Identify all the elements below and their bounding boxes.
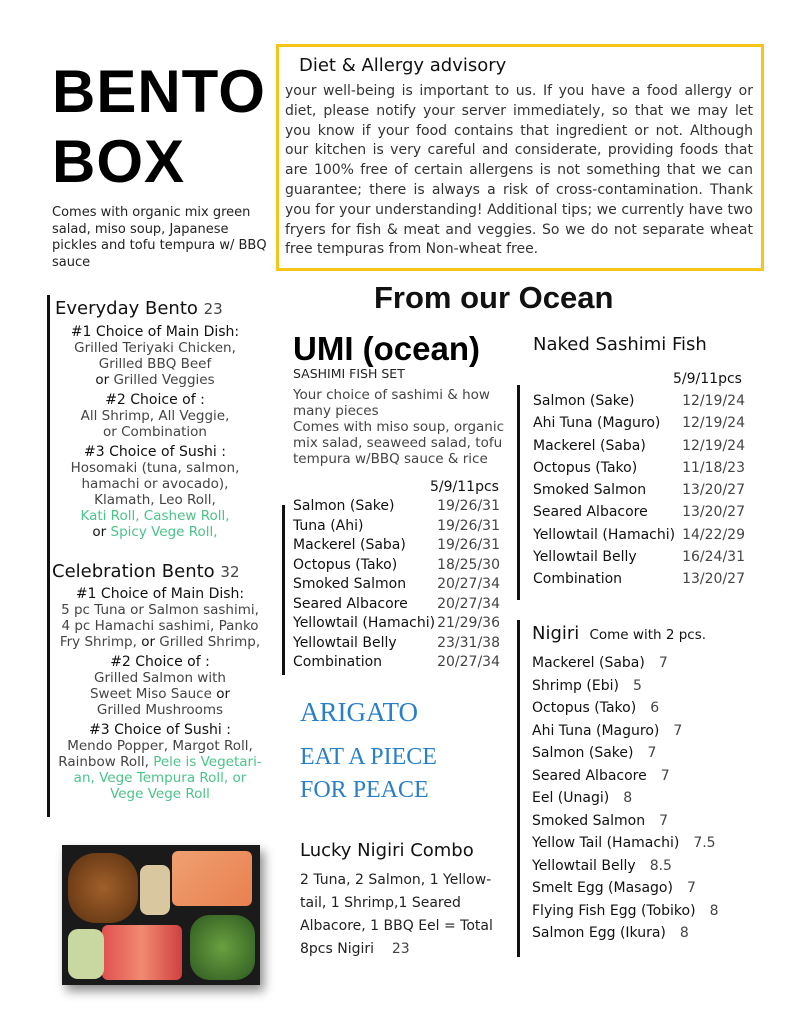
- menu-item-row: [532, 720, 762, 743]
- menu-item-price: 7: [673, 722, 683, 739]
- menu-item-price: 7: [659, 812, 669, 829]
- menu-item-price: 19/26/31: [437, 517, 500, 534]
- menu-item-price: 23/31/38: [437, 634, 500, 651]
- menu-item-price: 13/20/27: [682, 571, 745, 588]
- menu-item-row: [293, 517, 500, 537]
- menu-item-row: [532, 787, 762, 810]
- menu-item-name: Octopus (Tako): [532, 700, 637, 716]
- choice-text: 5 pc Tuna or Salmon sashimi,: [61, 602, 259, 618]
- celebration-bento-name: Celebration Bento: [52, 561, 215, 582]
- nigiri-title: [532, 623, 706, 644]
- everyday-bento-name: Everyday Bento: [55, 298, 198, 319]
- slogan-line: EAT A PIECE: [300, 744, 437, 770]
- nigiri-title-text: Nigiri: [532, 623, 580, 644]
- menu-item-row: [532, 877, 762, 900]
- choice-text: or Combination: [103, 424, 207, 440]
- menu-item-name: Mackerel (Saba): [533, 437, 646, 454]
- menu-item-price: 21/29/36: [437, 615, 500, 631]
- menu-item-price: 7: [660, 767, 670, 784]
- menu-item-price: 8: [623, 790, 633, 806]
- celebration-bento-title: [52, 561, 240, 582]
- menu-item-row: [533, 457, 745, 479]
- menu-item-name: Smoked Salmon: [293, 576, 407, 592]
- bento-photo: [62, 845, 260, 985]
- menu-item-name: Flying Fish Egg (Tobiko): [532, 902, 696, 919]
- menu-item-row: [533, 390, 745, 412]
- menu-item-name: Mackerel (Saba): [532, 655, 645, 671]
- menu-item-name: Octopus (Tako): [293, 556, 398, 573]
- celebration-bento-choices: [50, 582, 270, 802]
- or-text: or: [141, 634, 155, 650]
- vegetarian-choice-text: Vege Vege Roll: [110, 786, 210, 802]
- menu-item-row: [293, 536, 500, 556]
- menu-item-row: [533, 479, 745, 501]
- choice-heading: #2 Choice of :: [105, 392, 205, 408]
- menu-item-price: 5: [632, 677, 642, 694]
- choice-heading: #2 Choice of :: [110, 654, 210, 670]
- nigiri-price-list: [532, 652, 762, 945]
- menu-item-price: 16/24/31: [682, 549, 745, 566]
- menu-item-price: 13/20/27: [682, 482, 745, 499]
- menu-item-row: [532, 855, 762, 878]
- or-text: or: [95, 372, 110, 388]
- menu-item-name: Yellowtail Belly: [532, 857, 636, 874]
- menu-item-name: Salmon Egg (Ikura): [532, 925, 666, 941]
- menu-item-row: [293, 575, 500, 595]
- menu-item-row: [293, 614, 500, 634]
- bento-description: Comes with organic mix green salad, miso soup, Japanese pickles and tofu tempura w/ BBQ sauce: [52, 205, 267, 270]
- arigato-text: ARIGATO: [300, 697, 419, 727]
- menu-item-row: [533, 435, 745, 457]
- menu-item-name: Yellow Tail (Hamachi): [532, 835, 680, 851]
- everyday-bento-price: 23: [203, 300, 223, 318]
- menu-item-price: 8: [679, 925, 689, 941]
- menu-item-row: [533, 412, 745, 434]
- choice-heading: #3 Choice of Sushi :: [89, 722, 231, 738]
- menu-item-price: 13/20/27: [682, 504, 745, 521]
- menu-item-name: Combination: [533, 571, 623, 588]
- everyday-bento-title: [55, 298, 223, 319]
- divider-line: [282, 505, 285, 675]
- menu-item-price: 7.5: [693, 835, 716, 851]
- title-box: BOX: [52, 128, 186, 195]
- choice-text: Grilled Teriyaki Chicken,: [74, 340, 236, 356]
- everyday-bento-choices: [55, 320, 255, 540]
- umi-description-line: Your choice of sashimi & how many pieces: [293, 387, 490, 419]
- advisory-title: Diet & Allergy advisory: [299, 55, 507, 76]
- menu-item-price: 7: [686, 880, 696, 896]
- choice-text: Sweet Miso Sauce: [89, 686, 212, 702]
- lucky-nigiri-title: Lucky Nigiri Combo: [300, 840, 474, 861]
- menu-item-row: [533, 568, 745, 590]
- choice-heading: #1 Choice of Main Dish:: [70, 324, 240, 340]
- choice-text: Klamath, Leo Roll,: [94, 492, 216, 508]
- choice-heading: #3 Choice of Sushi :: [84, 444, 226, 460]
- menu-item-row: [533, 524, 745, 546]
- menu-item-row: [533, 546, 745, 568]
- menu-item-name: Smoked Salmon: [532, 812, 646, 829]
- choice-text: Fry Shrimp,: [59, 634, 137, 650]
- umi-title: UMI (ocean): [293, 330, 481, 367]
- menu-item-row: [532, 765, 762, 788]
- menu-item-price: 12/19/24: [682, 415, 745, 432]
- menu-item-row: [293, 634, 500, 654]
- menu-item-name: Ahi Tuna (Maguro): [533, 415, 661, 432]
- choice-text: Grilled Shrimp,: [159, 634, 261, 650]
- choice-text: 4 pc Hamachi sashimi, Panko: [61, 618, 259, 634]
- or-text: or: [216, 686, 231, 702]
- advisory-body: your well-being is important to us. If you have a food allergy or diet, please notify your server immediately, so that we may let you know if your food contains that ingredient or not. Although our kitchen is very careful and considerate, providing foods that are 100% free of certain allergens is not something that we can guarantee; there is always a risk of cross-contamination. Thank you for your understanding! Additional tips; we currently have two fryers for fish & meat and veggies. So we do not separate wheat free tempuras from Non-wheat free.: [285, 83, 753, 258]
- menu-item-name: Shrimp (Ebi): [532, 677, 619, 694]
- menu-item-name: Salmon (Sake): [533, 393, 635, 409]
- choice-text: Grilled BBQ Beef: [98, 356, 212, 372]
- menu-item-name: Smelt Egg (Masago): [532, 880, 673, 896]
- choice-text: Grilled Salmon with: [94, 670, 226, 686]
- umi-description: [293, 387, 511, 467]
- menu-item-price: 6: [650, 700, 660, 716]
- menu-item-price: 8.5: [649, 857, 672, 874]
- menu-item-price: 7: [647, 745, 657, 761]
- umi-price-list: [293, 497, 500, 673]
- menu-item-row: [532, 922, 762, 945]
- title-bento: BENTO: [52, 58, 266, 125]
- menu-item-row: [532, 810, 762, 833]
- choice-text: Grilled Mushrooms: [96, 702, 224, 718]
- menu-item-price: 7: [658, 655, 668, 671]
- menu-item-row: [532, 742, 762, 765]
- umi-subtitle: SASHIMI FISH SET: [293, 366, 405, 381]
- menu-item-name: Yellowtail Belly: [293, 634, 397, 651]
- naked-sashimi-title: Naked Sashimi Fish: [533, 334, 707, 355]
- choice-text: All Shrimp, All Veggie,: [80, 408, 230, 424]
- menu-item-name: Seared Albacore: [533, 504, 648, 521]
- section-title-from-our-ocean: From our Ocean: [374, 280, 614, 315]
- vegetarian-choice-text: Spicy Vege Roll,: [110, 524, 218, 540]
- lucky-nigiri-price: 23: [391, 941, 410, 957]
- umi-description-line: Comes with miso soup, organic mix salad, seaweed salad, tofu tempura w/BBQ sauce & rice: [293, 419, 505, 467]
- menu-item-price: 19/26/31: [437, 537, 500, 553]
- menu-item-row: [293, 497, 500, 517]
- menu-item-name: Yellowtail (Hamachi): [533, 526, 676, 543]
- menu-item-price: 20/27/34: [437, 576, 500, 592]
- menu-item-name: Combination: [293, 654, 383, 670]
- menu-item-name: Yellowtail Belly: [533, 549, 637, 566]
- menu-item-row: [532, 832, 762, 855]
- divider-line: [517, 385, 520, 600]
- menu-item-row: [293, 556, 500, 576]
- choice-heading: #1 Choice of Main Dish:: [75, 586, 245, 602]
- menu-item-price: 18/25/30: [437, 556, 500, 573]
- nigiri-note: Come with 2 pcs.: [589, 627, 707, 643]
- or-text: or: [92, 524, 107, 540]
- menu-item-name: Salmon (Sake): [532, 745, 634, 761]
- menu-item-price: 20/27/34: [437, 595, 500, 612]
- naked-sashimi-price-list: [533, 390, 745, 591]
- celebration-bento-price: 32: [220, 563, 240, 581]
- choice-text: Rainbow Roll,: [58, 754, 149, 770]
- lucky-nigiri-text: 2 Tuna, 2 Salmon, 1 Yellow-tail, 1 Shrimp,1 Seared Albacore, 1 BBQ Eel = Total 8pcs Nigiri: [300, 872, 493, 957]
- choice-text: hamachi or avocado),: [81, 476, 229, 492]
- menu-item-price: 11/18/23: [682, 459, 745, 476]
- menu-item-name: Seared Albacore: [293, 595, 408, 612]
- menu-item-name: Seared Albacore: [532, 767, 647, 784]
- allergy-advisory-box: [276, 44, 764, 271]
- menu-item-name: Eel (Unagi): [532, 790, 610, 806]
- divider-line: [517, 620, 520, 957]
- slogan-line: FOR PEACE: [300, 777, 429, 803]
- menu-item-price: 14/22/29: [682, 526, 745, 543]
- menu-item-row: [293, 595, 500, 615]
- menu-item-price: 19/26/31: [437, 498, 500, 514]
- menu-item-name: Salmon (Sake): [293, 498, 395, 514]
- choice-text: Mendo Popper, Margot Roll,: [67, 738, 253, 754]
- vegetarian-choice-text: Kati Roll, Cashew Roll,: [80, 508, 230, 524]
- menu-item-price: 20/27/34: [437, 654, 500, 670]
- umi-price-header: 5/9/11pcs: [430, 479, 499, 495]
- menu-item-name: Ahi Tuna (Maguro): [532, 722, 660, 739]
- choice-text: Hosomaki (tuna, salmon,: [70, 460, 240, 476]
- menu-item-price: 8: [709, 902, 719, 919]
- menu-item-price: 12/19/24: [682, 393, 745, 409]
- menu-item-name: Tuna (Ahi): [293, 517, 364, 534]
- vegetarian-choice-text: Pele is Vegetari-: [153, 754, 262, 770]
- menu-item-name: Mackerel (Saba): [293, 537, 406, 553]
- naked-price-header: 5/9/11pcs: [673, 371, 742, 387]
- menu-item-price: 12/19/24: [682, 437, 745, 454]
- menu-item-row: [533, 501, 745, 523]
- lucky-nigiri-description: [300, 869, 505, 961]
- menu-item-name: Yellowtail (Hamachi): [293, 615, 436, 631]
- vegetarian-choice-text: an, Vege Tempura Roll, or: [73, 770, 247, 786]
- menu-item-name: Octopus (Tako): [533, 459, 638, 476]
- menu-item-row: [293, 653, 500, 673]
- menu-item-name: Smoked Salmon: [533, 482, 647, 499]
- menu-item-row: [532, 675, 762, 698]
- menu-item-row: [532, 652, 762, 675]
- menu-item-row: [532, 900, 762, 923]
- choice-text: Grilled Veggies: [113, 372, 215, 388]
- menu-item-row: [532, 697, 762, 720]
